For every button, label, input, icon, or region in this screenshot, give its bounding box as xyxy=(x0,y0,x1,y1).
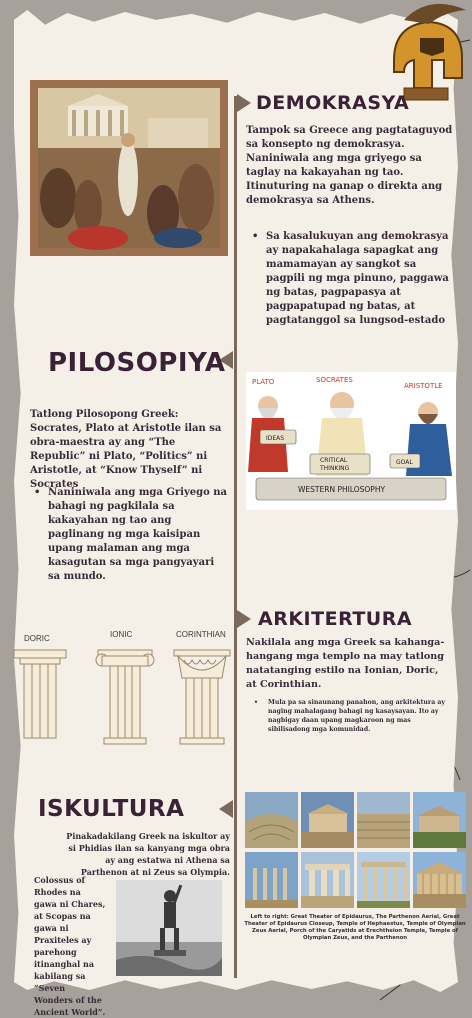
spartan-helmet-icon xyxy=(374,0,472,104)
gallery-parthenon[interactable] xyxy=(413,852,466,908)
demokrasya-paragraph: Tampok sa Greece ang pagtataguyod sa konsepto ng demokrasya. Naniniwala ang mga griyego sa taglay na kakayahan ng tao. Itinuturing na ganap o direkta ang demokrasya sa Athens. xyxy=(246,125,453,206)
arrow-arkitektura xyxy=(237,610,251,628)
iskultura-side-paragraph: Colossus of Rhodes na gawa ni Chares, at Scopas na gawa ni Praxiteles ay parehong itinanghal na kabilang sa “Seven Wonders of the Ancient World”. xyxy=(34,875,106,1017)
doric-column xyxy=(14,650,66,738)
arkitektura-paragraph: Nakilala ang mga Greek sa kahanga-hangang mga templo na may tatlong natatanging estilo na Ionian, Doric, at Corinthian. xyxy=(246,637,445,690)
pilosopiya-paragraph: Tatlong Pilosopong Greek: Socrates, Plato at Aristotle ilan sa obra-maestra ay ang “The Republic” ni Plato, “Politics” ni Aristotle, at “Know Thyself” ni Socrates xyxy=(30,409,222,490)
demokrasya-bullet: • Sa kasalukuyan ang demokrasya ay napakahalaga sapagkat ang mamamayan ay sangkot sa pagpili ng mga pinuno, paggawa ng batas, pagpapasya at pagpapatupad ng batas, at pagtatanggol sa lungsod-estado xyxy=(252,230,452,328)
gallery-temple-hephaestus[interactable] xyxy=(413,792,466,848)
critical-label: CRITICAL xyxy=(320,457,348,464)
greek-columns-illustration xyxy=(10,648,232,746)
gallery-caryatids[interactable] xyxy=(301,852,354,908)
ionic-column xyxy=(96,650,154,744)
ionic-label: IONIC xyxy=(110,630,133,639)
corinthian-column xyxy=(174,650,230,744)
thinking-label: THINKING xyxy=(320,465,350,472)
arkitektura-title: ARKITERTURA xyxy=(258,608,413,630)
goal-label: GOAL xyxy=(396,459,413,466)
western-philosophy-label: WESTERN PHILOSOPHY xyxy=(298,485,386,494)
gallery-olympian-zeus[interactable] xyxy=(357,852,410,908)
timeline-line xyxy=(234,96,237,978)
colossus-statue-image xyxy=(116,880,222,976)
iskultura-paragraph: Pinakadakilang Greek na iskultor ay si Phidias ilan sa kanyang mga obra ay ang estatwa ni Athena sa Parthenon at ni Zeus sa Olympia. xyxy=(66,831,230,877)
pilosopiya-bullets xyxy=(34,486,228,584)
arkitektura-bullet: • Mula pa sa sinaunang panahon, ang arkitektura ay naging mahalagang bahagi ng kasaysayan. Ito ay nagbigay daan upang magkaroon ng mas sibilisadong mga komunidad. xyxy=(254,698,454,734)
demokrasya-title: DEMOKRASYA xyxy=(256,92,410,114)
arkitektura-bullets xyxy=(254,698,454,734)
pilosopiya-bullet: • Naniniwala ang mga Griyego na bahagi ng pagkilala sa kakayahan ng tao ang paglinang ng mga kaisipan upang malaman ang mga kasagutan sa mga pangyayari sa mundo. xyxy=(34,486,228,584)
corinthian-label: CORINTHIAN xyxy=(176,630,226,639)
iskultura-title: ISKULTURA xyxy=(38,796,185,822)
doric-label: DORIC xyxy=(24,634,50,643)
gallery-parthenon-aerial[interactable] xyxy=(301,792,354,848)
plato-label: PLATO xyxy=(252,378,275,386)
aristotle-label: ARISTOTLE xyxy=(404,382,443,390)
gallery-theater-closeup[interactable] xyxy=(357,792,410,848)
ideas-label: IDEAS xyxy=(266,435,285,442)
philosophers-illustration xyxy=(246,372,456,510)
demokrasya-bullets xyxy=(252,230,452,328)
arrow-demokrasya xyxy=(237,94,251,112)
gallery-theater-epidaurus[interactable] xyxy=(245,792,298,848)
temple-gallery xyxy=(243,792,467,910)
gallery-caption: Left to right: Great Theater of Epidaurus, The Parthenon Aerial, Great Theater of Epidaurus Closeup, Temple of Hephaestus, Temple of Olympian Zeus Aerial, Porch of the Caryatids at Erechtheion Temple, Temple of Olympian Zeus, and the Parthenon xyxy=(244,914,466,941)
gallery-olympian-zeus-aerial[interactable] xyxy=(245,852,298,908)
pericles-painting-frame xyxy=(30,80,228,256)
pilosopiya-title: PILOSOPIYA xyxy=(48,348,226,378)
socrates-label: SOCRATES xyxy=(316,376,353,384)
pericles-painting xyxy=(38,88,220,248)
arrow-iskultura xyxy=(219,800,233,818)
